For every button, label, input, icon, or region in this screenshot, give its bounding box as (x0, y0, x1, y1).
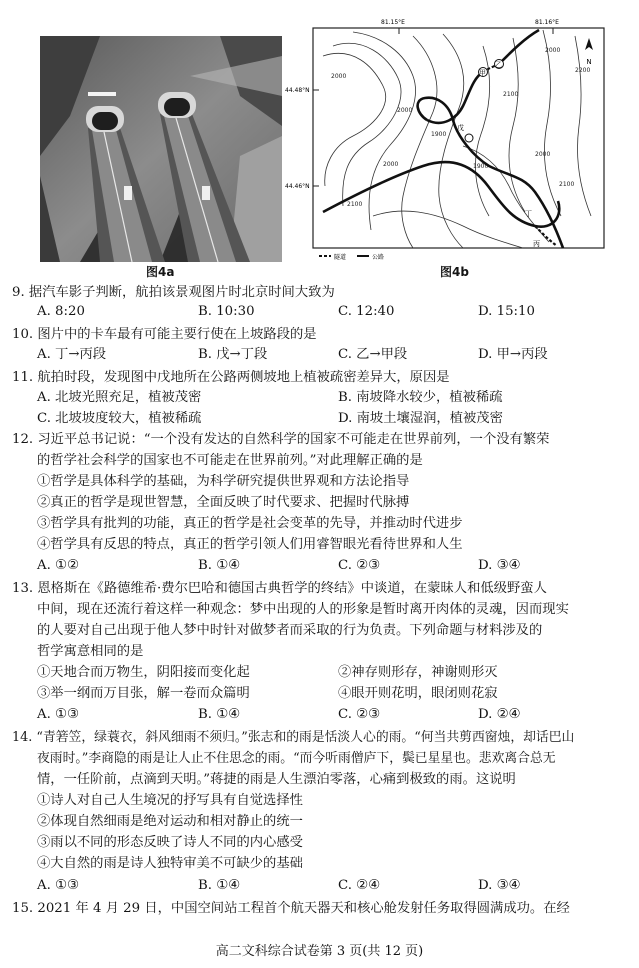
question-12-stem-line-2: 的哲学社会科学的国家也不可能走在世界前列。”对此理解正确的是 (37, 453, 423, 468)
contour-label: 2100 (347, 201, 363, 208)
point-bing-label: 丙 (533, 240, 540, 248)
aerial-photo-image (40, 36, 282, 262)
question-13-option-a: A. ①③ (37, 707, 79, 722)
point-jia-label: 甲 (479, 69, 486, 77)
question-13-option-d: D. ②④ (478, 707, 521, 722)
latitude-top-label: 44.48°N (285, 87, 310, 94)
question-10-option-c: C. 乙→甲段 (338, 347, 408, 362)
page-footer: 高二文科综合试卷第 3 页(共 12 页) (215, 944, 424, 959)
question-13-stem-line-2: 中间，现在还流行着这样一种观念：梦中出现的人的形象是暂时离开肉体的灵魂，因而现实 (37, 602, 569, 617)
question-12-statement-4: ④哲学具有反思的特点，真正的哲学引领人们用睿智眼光看待世界和人生 (37, 537, 463, 552)
aerial-photo-tunnels (40, 36, 282, 262)
question-12-option-b: B. ①④ (198, 558, 241, 573)
question-9-option-a: A. 8:20 (37, 304, 85, 319)
question-14-statement-2: ②体现自然细雨是绝对运动和相对静止的统一 (37, 814, 303, 829)
question-9-option-b: B. 10:30 (198, 304, 255, 319)
question-13-statement-1: ①天地合而万物生，阴阳接而变化起 (37, 665, 250, 680)
question-14-stem-line-3: 情，一任阶前，点滴到天明。”蒋捷的雨是人生漂泊零落，心痛到极致的雨。这说明 (37, 772, 516, 787)
question-14-statement-1: ①诗人对自己人生境况的抒写具有自觉选择性 (37, 793, 303, 808)
question-14-stem-line-2: 夜雨时。”李商隐的雨是让人止不住思念的雨。“而今听雨僧庐下，鬓已星星也。悲欢离合总无 (37, 751, 556, 766)
point-wu-label: 戊 (457, 124, 464, 132)
point-yi-label: 乙 (495, 61, 502, 69)
question-15-stem-line-1: 15. 2021 年 4 月 29 日，中国空间站工程首个航天器天和核心舱发射任务取得圆满成功。在经 (12, 901, 570, 916)
contour-label: 2000 (545, 47, 561, 54)
question-14-option-b: B. ①④ (198, 878, 241, 893)
longitude-left-label: 81.15°E (381, 19, 405, 26)
contour-label: 2100 (503, 91, 519, 98)
question-9-stem: 9. 据汽车影子判断，航拍该景观图片时北京时间大致为 (12, 285, 335, 300)
question-10-stem: 10. 图片中的卡车最有可能主要行使在上坡路段的是 (12, 327, 317, 342)
question-12-option-c: C. ②③ (338, 558, 380, 573)
question-12-stem-line-1: 12. 习近平总书记说：“一个没有发达的自然科学的国家不可能走在世界前列，一个没有繁荣 (12, 432, 550, 447)
question-13-stem-line-3: 的人要对自己出现于他人梦中时针对做梦者而采取的行为负责。下列命题与材料涉及的 (37, 623, 543, 638)
question-12-statement-1: ①哲学是具体科学的基础，为科学研究提供世界观和方法论指导 (37, 474, 410, 489)
point-ding-label: 丁 (525, 210, 532, 218)
contour-label: 2200 (575, 67, 591, 74)
legend-road-label: 公路 (372, 254, 385, 261)
question-13-statement-2: ②神存则形存，神谢则形灭 (338, 665, 498, 680)
question-13-option-b: B. ①④ (198, 707, 241, 722)
question-9-option-c: C. 12:40 (338, 304, 395, 319)
contour-label: 2000 (535, 151, 551, 158)
question-11-option-d: D. 南坡土壤湿润，植被茂密 (338, 411, 503, 426)
question-11-option-b: B. 南坡降水较少，植被稀疏 (338, 390, 503, 405)
question-11-stem: 11. 航拍时段，发现图中戊地所在公路两侧坡地上植被疏密差异大，原因是 (12, 370, 450, 385)
question-13-option-c: C. ②③ (338, 707, 380, 722)
question-14-option-a: A. ①③ (37, 878, 79, 893)
question-12-statement-2: ②真正的哲学是现世智慧，全面反映了时代要求、把握时代脉搏 (37, 495, 410, 510)
contour-label: 1900 (431, 131, 447, 138)
question-12-option-d: D. ③④ (478, 558, 521, 573)
question-9-option-d: D. 15:10 (478, 304, 535, 319)
question-12-statement-3: ③哲学具有批判的功能，真正的哲学是社会变革的先导，并推动时代进步 (37, 516, 463, 531)
question-11-option-a: A. 北坡光照充足，植被茂密 (37, 390, 202, 405)
contour-map (285, 16, 604, 262)
question-14-stem-line-1: 14. “青箬笠，绿蓑衣，斜风细雨不须归。”张志和的雨是恬淡人心的雨。“何当共剪西窗烛，却话巴山 (12, 730, 575, 745)
question-14-option-c: C. ②④ (338, 878, 380, 893)
question-13-stem-line-4: 哲学寓意相同的是 (37, 644, 144, 659)
question-13-stem-line-1: 13. 恩格斯在《路德维希·费尔巴哈和德国古典哲学的终结》中谈道，在蒙昧人和低级野蛮人 (12, 581, 547, 596)
question-11-option-c: C. 北坡坡度较大，植被稀疏 (37, 411, 202, 426)
north-label: N (586, 58, 592, 66)
question-14-statement-4: ④大自然的雨是诗人独特审美不可缺少的基础 (37, 856, 303, 871)
question-10-option-a: A. 丁→丙段 (37, 347, 107, 362)
longitude-right-label: 81.16°E (535, 19, 559, 26)
figure-4b-caption: 图4b (440, 265, 469, 279)
question-14-option-d: D. ③④ (478, 878, 521, 893)
question-10-option-d: D. 甲→丙段 (478, 347, 548, 362)
contour-label: 2000 (397, 107, 413, 114)
contour-label: 2000 (331, 73, 347, 80)
figure-4a-caption: 图4a (146, 265, 175, 279)
latitude-bottom-label: 44.46°N (285, 183, 310, 190)
question-12-option-a: A. ①② (37, 558, 79, 573)
contour-label: 1900 (473, 163, 489, 170)
contour-label: 2100 (559, 181, 575, 188)
question-10-option-b: B. 戊→丁段 (198, 347, 268, 362)
question-13-statement-3: ③举一纲而万目张，解一卷而众篇明 (37, 686, 250, 701)
legend-tunnel-label: 隧道 (334, 254, 347, 261)
question-13-statement-4: ④眼开则花明，眼闭则花寂 (338, 686, 498, 701)
question-14-statement-3: ③雨以不同的形态反映了诗人不同的内心感受 (37, 835, 303, 850)
contour-label: 2000 (383, 161, 399, 168)
